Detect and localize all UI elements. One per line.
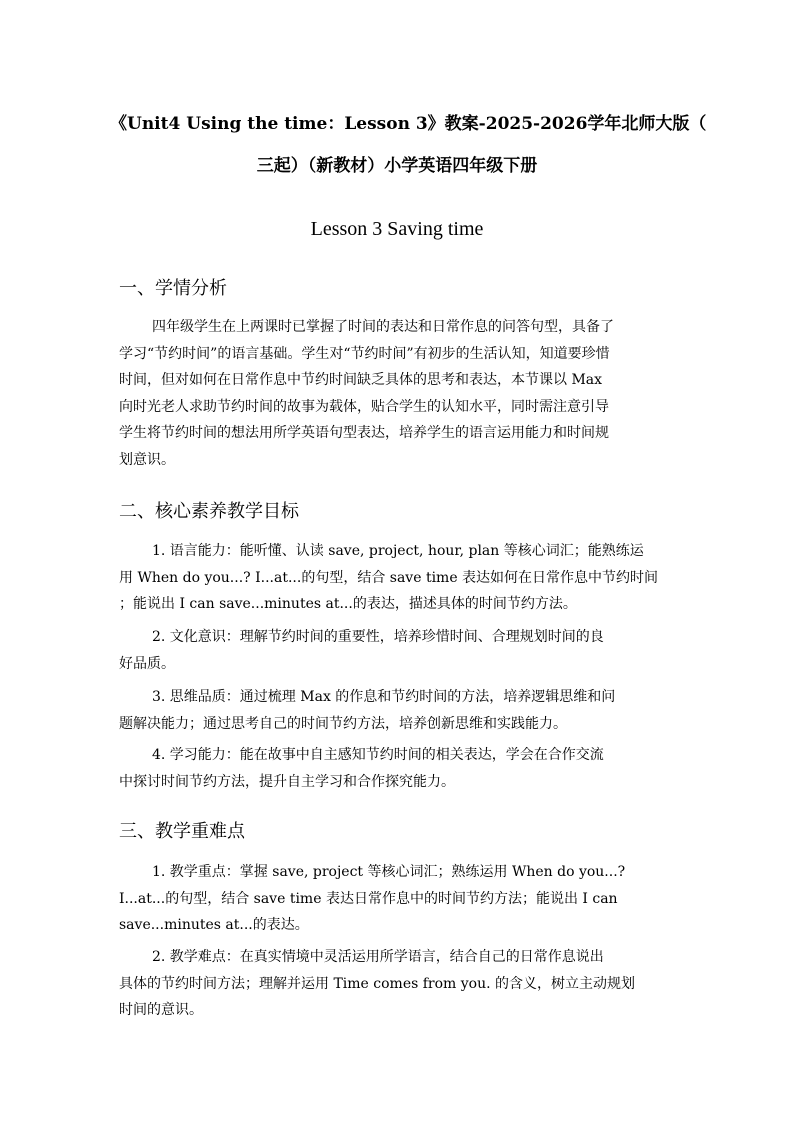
paragraph-line: I...at...的句型，结合 save time 表达日常作息中的时间节约方法；能说出 I can (119, 890, 618, 907)
paragraph-line: 2. 教学难点：在真实情境中灵活运用所学语言，结合自己的日常作息说出 (152, 949, 604, 965)
paragraph-difficult-points (119, 944, 675, 1024)
paragraph-objective-thinking (119, 684, 675, 737)
lesson-subtitle: Lesson 3 Saving time (310, 218, 484, 240)
paragraph-line: 用 When do you...? I...at...的句型，结合 save time 表达如何在日常作息中节约时间 (119, 569, 659, 586)
paragraph-line: 四年级学生在上两课时已掌握了时间的表达和日常作息的问答句型，具备了 (152, 319, 614, 335)
paragraph-line: 3. 思维品质：通过梳理 Max 的作息和节约时间的方法，培养逻辑思维和问 (152, 689, 616, 705)
paragraph-learner-analysis (119, 314, 675, 473)
paragraph-objective-learning (119, 742, 675, 795)
paragraph-line: 好品质。 (119, 655, 175, 672)
paragraph-line: 具体的节约时间方法；理解并运用 Time comes from you. 的含义，树立主动规划 (119, 975, 636, 992)
paragraph-line: 中探讨时间节约方法，提升自主学习和合作探究能力。 (119, 773, 455, 790)
paragraph-line: 向时光老人求助节约时间的故事为载体，贴合学生的认知水平，同时需注意引导 (119, 398, 609, 415)
document-title-line-2: 三起）（新教材）小学英语四年级下册 (256, 156, 538, 176)
paragraph-line: 题解决能力；通过思考自己的时间节约方法，培养创新思维和实践能力。 (119, 715, 567, 732)
paragraph-objective-culture (119, 624, 675, 677)
section-heading-learner-analysis: 一、学情分析 (119, 278, 227, 299)
paragraph-line: save...minutes at...的表达。 (119, 917, 309, 933)
paragraph-line: 划意识。 (119, 451, 175, 468)
paragraph-line: 2. 文化意识：理解节约时间的重要性，培养珍惜时间、合理规划时间的良 (152, 629, 604, 645)
paragraph-line: ；能说出 I can save...minutes at...的表达，描述具体的时间节约方法。 (119, 596, 577, 612)
paragraph-line: 时间，但对如何在日常作息中节约时间缺乏具体的思考和表达，本节课以 Max (119, 372, 603, 388)
paragraph-objective-language (119, 538, 675, 618)
document-title-line-1: 《Unit4 Using the time：Lesson 3》教案-2025-2026学年北师大版（ (110, 114, 707, 134)
paragraph-line: 时间的意识。 (119, 1002, 203, 1018)
paragraph-line: 学习“节约时间”的语言基础。学生对“节约时间”有初步的生活认知，知道要珍惜 (119, 345, 610, 362)
section-heading-key-difficult-points: 三、教学重难点 (119, 821, 245, 842)
paragraph-line: 学生将节约时间的想法用所学英语句型表达，培养学生的语言运用能力和时间规 (119, 425, 609, 441)
section-heading-core-objectives: 二、核心素养教学目标 (119, 501, 299, 522)
paragraph-key-points (119, 859, 675, 939)
paragraph-line: 4. 学习能力：能在故事中自主感知节约时间的相关表达，学会在合作交流 (152, 747, 604, 763)
paragraph-line: 1. 语言能力：能听懂、认读 save, project, hour, plan 等核心词汇；能熟练运 (152, 543, 644, 559)
paragraph-line: 1. 教学重点：掌握 save, project 等核心词汇；熟练运用 When do you...? (152, 864, 626, 880)
